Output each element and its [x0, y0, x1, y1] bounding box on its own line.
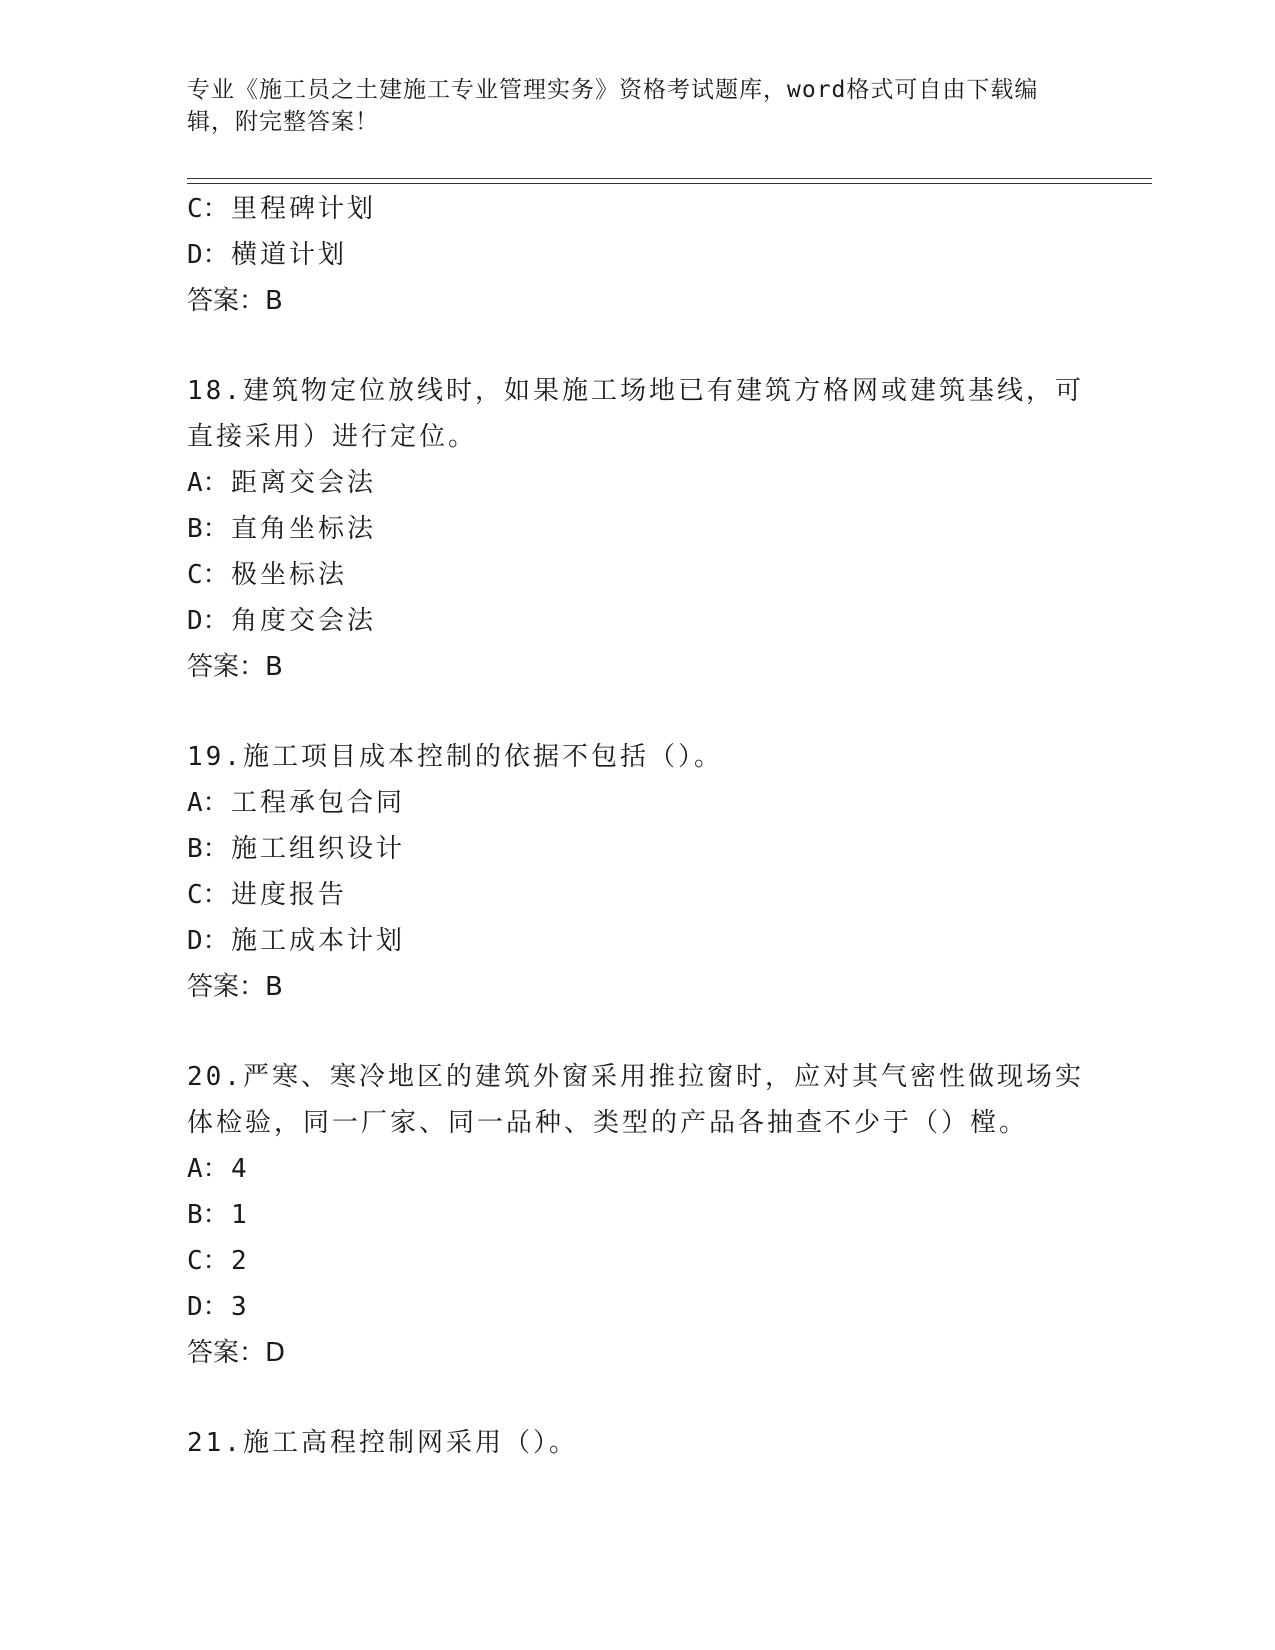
option-text: 进度报告: [231, 880, 348, 910]
option-row: [187, 460, 1087, 506]
option-row: [187, 826, 1087, 872]
spacer: [187, 1010, 1087, 1054]
option-key: D：: [187, 926, 229, 956]
option-key: B：: [187, 834, 229, 864]
option-row: [187, 1192, 1087, 1238]
option-text: 施工组织设计: [231, 834, 406, 864]
option-key: B：: [187, 514, 229, 544]
header-divider-top: [187, 178, 1152, 179]
question-stem-line: 20.严寒、寒冷地区的建筑外窗采用推拉窗时，应对其气密性做现场实: [187, 1062, 1084, 1092]
option-text: 横道计划: [231, 240, 348, 270]
question-stem-line: 18.建筑物定位放线时，如果施工场地已有建筑方格网或建筑基线，可: [187, 376, 1084, 406]
spacer: [187, 1376, 1087, 1420]
option-key: A：: [187, 468, 229, 498]
option-text: 1: [231, 1200, 250, 1230]
answer-line: 答案：B: [187, 972, 283, 1002]
question-stem-line: 直接采用）进行定位。: [187, 422, 478, 452]
option-key: C：: [187, 194, 229, 224]
option-text: 里程碑计划: [231, 194, 377, 224]
option-text: 3: [231, 1292, 250, 1322]
question-stem-line: 21.施工高程控制网采用（）。: [187, 1428, 578, 1458]
option-row: [187, 780, 1087, 826]
answer-line: 答案：B: [187, 286, 283, 316]
option-row: [187, 186, 1087, 232]
option-text: 极坐标法: [231, 560, 348, 590]
option-text: 距离交会法: [231, 468, 377, 498]
question-stem-line: 体检验，同一厂家、同一品种、类型的产品各抽查不少于（）樘。: [187, 1108, 1029, 1138]
answer-line: 答案：B: [187, 652, 283, 682]
option-text: 施工成本计划: [231, 926, 406, 956]
option-row: [187, 232, 1087, 278]
option-key: C：: [187, 1246, 229, 1276]
option-key: A：: [187, 788, 229, 818]
option-row: [187, 552, 1087, 598]
header-line-1: 专业《施工员之土建施工专业管理实务》资格考试题库，word格式可自由下载编: [187, 77, 1039, 103]
option-row: [187, 598, 1087, 644]
option-key: D：: [187, 240, 229, 270]
option-key: B：: [187, 1200, 229, 1230]
option-row: [187, 1284, 1087, 1330]
spacer: [187, 690, 1087, 734]
header-divider-bottom: [187, 183, 1152, 184]
option-text: 角度交会法: [231, 606, 377, 636]
option-row: [187, 506, 1087, 552]
header-line-2: 辑，附完整答案！: [187, 109, 379, 135]
option-key: A：: [187, 1154, 229, 1184]
option-text: 工程承包合同: [231, 788, 406, 818]
spacer: [187, 324, 1087, 368]
document-header: [187, 74, 1087, 138]
option-row: [187, 872, 1087, 918]
option-text: 直角坐标法: [231, 514, 377, 544]
option-text: 2: [231, 1246, 250, 1276]
option-key: C：: [187, 560, 229, 590]
option-row: [187, 918, 1087, 964]
option-row: [187, 1238, 1087, 1284]
question-list: [187, 186, 1087, 1466]
option-row: [187, 1146, 1087, 1192]
option-key: D：: [187, 606, 229, 636]
option-key: C：: [187, 880, 229, 910]
option-key: D：: [187, 1292, 229, 1322]
question-stem-line: 19.施工项目成本控制的依据不包括（）。: [187, 742, 723, 772]
answer-line: 答案：D: [187, 1338, 286, 1368]
option-text: 4: [231, 1154, 250, 1184]
